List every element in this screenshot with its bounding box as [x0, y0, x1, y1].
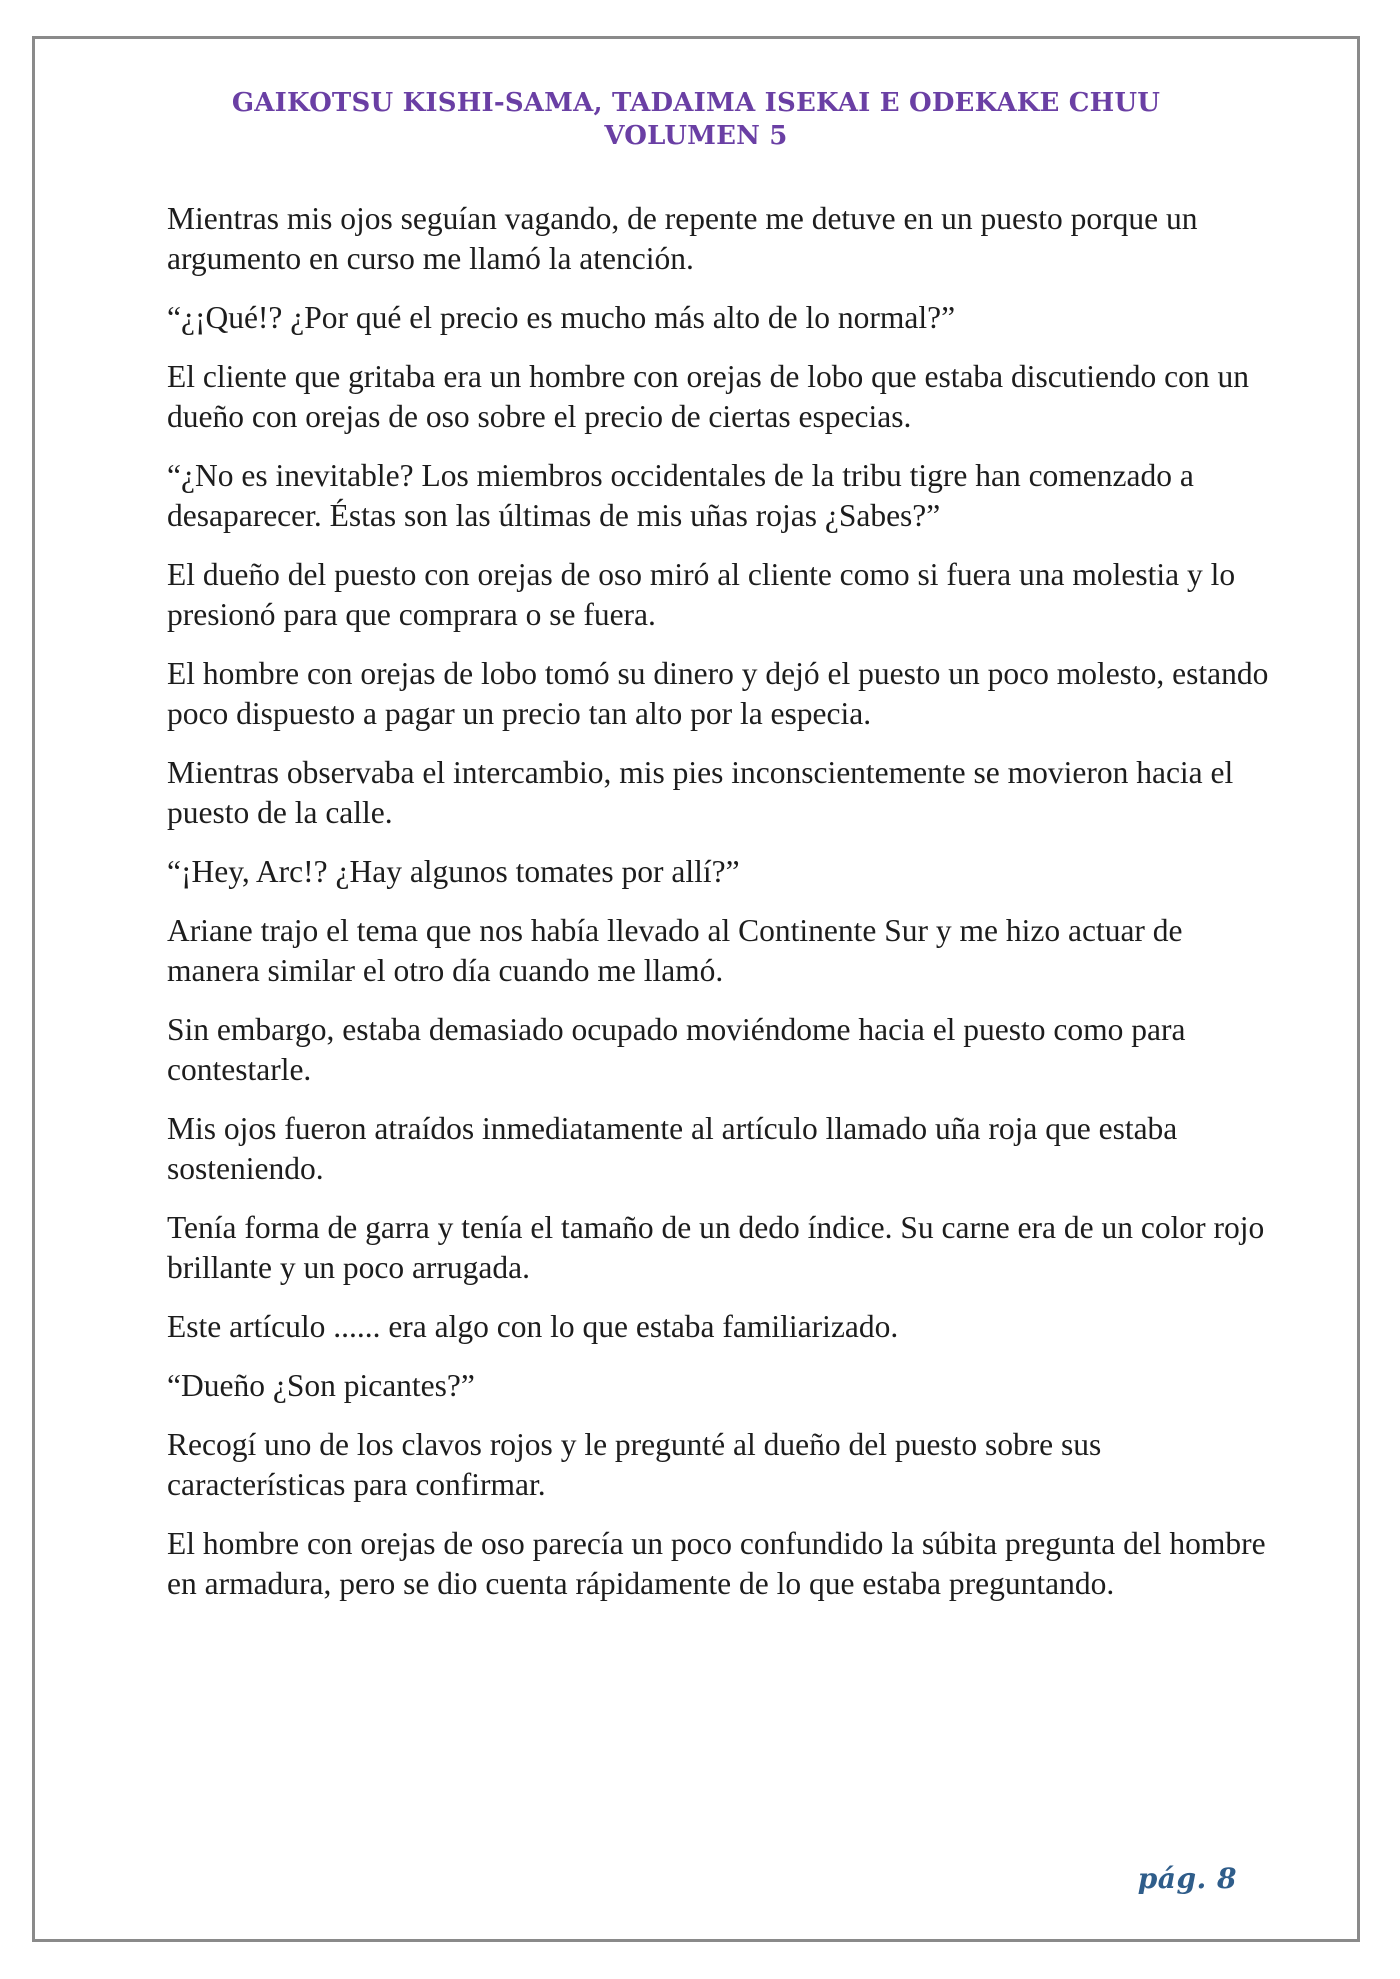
paragraph: “¿¡Qué!? ¿Por qué el precio es mucho más alto de lo normal?” — [167, 300, 956, 335]
paragraph: “¡Hey, Arc!? ¿Hay algunos tomates por allí?” — [167, 854, 740, 889]
paragraph: Sin embargo, estaba demasiado ocupado moviéndome hacia el puesto como para contestarle. — [167, 1012, 1186, 1087]
paragraph: El cliente que gritaba era un hombre con orejas de lobo que estaba discutiendo con un dueño con orejas de oso sobre el precio de ciertas especias. — [167, 359, 1249, 434]
paragraph: Recogí uno de los clavos rojos y le pregunté al dueño del puesto sobre sus características para confirmar. — [167, 1427, 1102, 1502]
paragraph: El dueño del puesto con orejas de oso miró al cliente como si fuera una molestia y lo presionó para que comprara o se fuera. — [167, 557, 1236, 632]
paragraph: Tenía forma de garra y tenía el tamaño de un dedo índice. Su carne era de un color rojo brillante y un poco arrugada. — [167, 1210, 1265, 1285]
body-text — [167, 199, 1277, 1623]
book-title: GAIKOTSU KISHI-SAMA, TADAIMA ISEKAI E ODEKAKE CHUU — [231, 88, 1161, 118]
page-frame — [32, 36, 1360, 1942]
paragraph: “¿No es inevitable? Los miembros occidentales de la tribu tigre han comenzado a desaparecer. Éstas son las últimas de mis uñas rojas ¿Sabes?” — [167, 458, 1194, 533]
page-header — [35, 87, 1357, 153]
paragraph: “Dueño ¿Son picantes?” — [167, 1368, 475, 1403]
paragraph: Mientras mis ojos seguían vagando, de repente me detuve en un puesto porque un argumento en curso me llamó la atención. — [167, 201, 1198, 276]
paragraph: Mientras observaba el intercambio, mis pies inconscientemente se movieron hacia el puesto de la calle. — [167, 755, 1234, 830]
paragraph: El hombre con orejas de oso parecía un poco confundido la súbita pregunta del hombre en armadura, pero se dio cuenta rápidamente de lo que estaba preguntando. — [167, 1526, 1266, 1601]
paragraph: El hombre con orejas de lobo tomó su dinero y dejó el puesto un poco molesto, estando poco dispuesto a pagar un precio tan alto por la especia. — [167, 656, 1269, 731]
volume-label: VOLUMEN 5 — [604, 121, 788, 151]
paragraph: Mis ojos fueron atraídos inmediatamente al artículo llamado uña roja que estaba sosteniendo. — [167, 1111, 1178, 1186]
paragraph: Este artículo ...... era algo con lo que estaba familiarizado. — [167, 1309, 899, 1344]
paragraph: Ariane trajo el tema que nos había llevado al Continente Sur y me hizo actuar de manera similar el otro día cuando me llamó. — [167, 913, 1183, 988]
page-number: pág. 8 — [1137, 1862, 1237, 1895]
